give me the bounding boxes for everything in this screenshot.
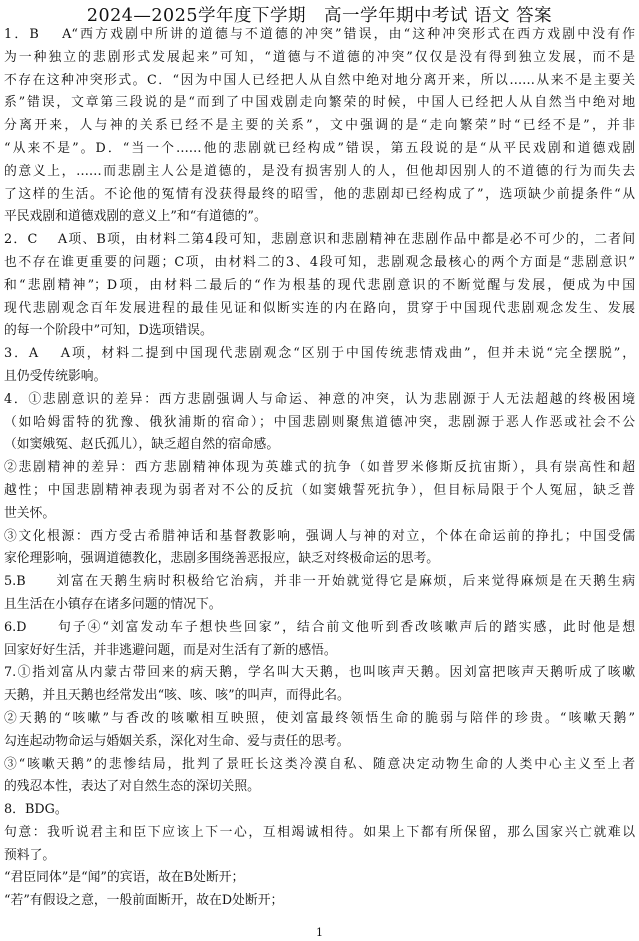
answer-text-body [4,24,635,913]
text-line: 系”错误，文章第三段说的是“而到了中国戏剧走向繁荣的时候，中国人已经把人从自然当中绝对地 [4,95,635,111]
text-line: 的意义上，……而悲剧主人公是道德的，是没有损害别人的人，但他却因别人的不道德的行为而失去 [4,163,635,179]
text-line: 了这样的生活。不论他的冤情有没获得最终的昭雪，他的悲剧却已经构成了”，选项缺少前提条件“从 [4,186,635,202]
text-line: 为一种独立的悲剧形式发展起来”可知，“道德与不道德的冲突”仅仅是没有得到独立发展，而不是 [4,49,635,65]
text-line: 家伦理影响，强调道德教化，悲剧多围绕善恶报应，缺乏对终极命运的思考。 [4,551,440,567]
text-line: “君臣同体”是“闻”的宾语，故在B处断开； [4,870,245,886]
text-line: “从来不是”。D．“当一个……他的悲剧就已经构成”错误，第五段说的是“从平民戏剧和道德戏剧 [4,140,635,156]
text-line: 且仍受传统影响。 [4,368,107,384]
text-line: 分离开来，人与神的关系已经不是主要的关系”，文中强调的是“走向繁荣”时“已经不是”，并非 [4,118,635,134]
text-line: 6.D 句子④“刘富发动车子想快些回家”，结合前文他听到香改咳嗽声后的踏实感，此时他是想 [4,619,635,635]
text-line: 天鹅，并且天鹅也经常发出“咳、咳、咳”的叫声，而得此名。 [4,688,350,704]
text-line: 7.①指刘富从内蒙古带回来的病天鹅，学名叫大天鹅，也叫咳声天鹅。因刘富把咳声天鹅听成了咳嗽 [4,665,635,681]
text-line: 的残忍本性，表达了对自然生态的深切关照。 [4,779,260,795]
text-line: （如窦娥冤、赵氏孤儿），缺乏超自然的宿命感。 [4,437,280,453]
text-line: 且生活在小镇存在诸多问题的情况下。 [4,596,222,612]
page-number: 1 [316,926,323,939]
text-line: 5.B 刘富在天鹅生病时积极给它治病，并非一开始就觉得它是麻烦，后来觉得麻烦是在天鹅生病 [4,574,635,590]
text-line: 句意：我听说君主和臣下应该上下一心，互相竭诚相待。如果上下都有所保留，那么国家兴亡就难以 [4,824,635,840]
text-line: 也不存在谁更重要的问题；C项，由材料二的3、4段可知，悲剧观念最核心的两个方面是“悲剧意识” [4,254,635,270]
text-line: 4．①悲剧意识的差异：西方悲剧强调人与命运、神意的冲突，认为悲剧源于人无法超越的终极困境 [4,391,635,407]
text-line: 勾连起动物命运与婚姻关系，深化对生命、爱与责任的思考。 [4,733,350,749]
text-line: 世关怀。 [4,505,56,521]
text-line: 1．B A“西方戏剧中所讲的道德与不道德的冲突”错误，由“这种冲突形式在西方戏剧中没有作 [4,27,635,42]
text-line: 现代悲剧观念百年发展进程的最佳见证和似断实连的内在路向，贯穿于中国现代悲剧观念发生、发展 [4,300,635,316]
page-title: 2024—2025学年度下学期 高一学年期中考试 语文 答案 [86,6,553,26]
text-line: ②悲剧精神的差异：西方悲剧精神体现为英雄式的抗争（如普罗米修斯反抗宙斯），具有崇高性和超 [4,460,635,476]
text-line: 越性；中国悲剧精神表现为弱者对不公的反抗（如窦娥誓死抗争），但目标局限于个人冤屈，缺乏普 [4,482,635,498]
text-line: （如哈姆雷特的犹豫、俄狄浦斯的宿命）；中国悲剧则聚焦道德冲突，悲剧源于恶人作恶或社会不公 [4,414,635,430]
text-line: 回家好好生活，并非逃避问题，而是对生活有了新的感悟。 [4,642,337,658]
text-line: 平民戏剧和道德戏剧的意义上”和“有道德的”。 [4,209,267,225]
text-line: 预料了。 [4,847,56,863]
text-line: 和“悲剧精神”；D项，由材料二最后的“作为根基的现代悲剧意识的不断觉醒与发展，便成为中国 [4,277,635,293]
text-line: 2．C A项、B项，由材料二第4段可知，悲剧意识和悲剧精神在悲剧作品中都是必不可少的，二者间 [4,232,635,248]
text-line: 8．BDG。 [4,802,68,818]
text-line: 的每一个阶段中”可知，D选项错误。 [4,323,213,339]
text-line: ③文化根源：西方受古希腊神话和基督教影响，强调人与神的对立，个体在命运前的挣扎；中国受儒 [4,528,635,544]
text-line: ②天鹅的“咳嗽”与香改的咳嗽相互映照，使刘富最终领悟生命的脆弱与陪伴的珍贵。“咳嗽天鹅” [4,710,635,726]
text-line: 3．A A项，材料二提到中国现代悲剧观念“区别于中国传统悲情戏曲”，但并未说“完全摆脱”， [4,346,635,362]
text-line: ③“咳嗽天鹅”的悲惨结局，批判了景旺长这类冷漠自私、随意决定动物生命的人类中心主义至上者 [4,756,635,772]
text-line: 不存在这种冲突形式。C．“因为中国人已经把人从自然中绝对地分离开来，所以……从来不是主要关 [4,72,635,88]
text-line: “若”有假设之意，一般前面断开，故在D处断开； [4,893,284,909]
